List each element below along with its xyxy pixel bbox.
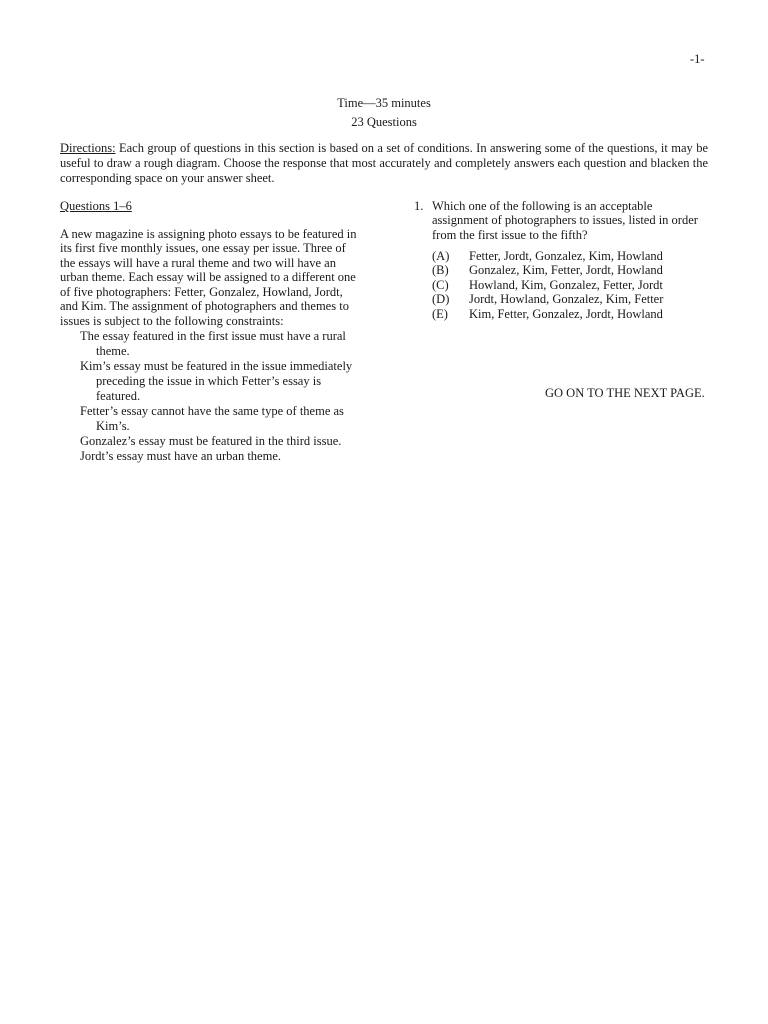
answer-letter: (C) (432, 277, 449, 292)
directions-label: Directions: (60, 141, 116, 155)
answer-text: Jordt, Howland, Gonzalez, Kim, Fetter (469, 292, 664, 307)
question-number: 1. (414, 199, 424, 213)
directions-text: Each group of questions in this section is based on a set of conditions. In answering some of the questions, it may be useful to draw a rough diagram. Choose the response that most accurately and completely answers each question and blacken the corresponding space on your answer sheet. (60, 141, 708, 185)
answer-letter: (B) (432, 263, 449, 278)
answer-choices (414, 249, 710, 322)
constraint-item: Jordt’s essay must have an urban theme. (80, 448, 281, 463)
question-range-label: Questions 1–6 (60, 199, 132, 213)
answer-text: Howland, Kim, Gonzalez, Fetter, Jordt (469, 277, 663, 292)
constraint-item: Kim’s essay must be featured in the issue immediately preceding the issue in which Fetter’s essay is featured. (80, 358, 353, 403)
answer-choice-c (432, 278, 710, 293)
question-1 (414, 199, 710, 242)
time-limit: Time—35 minutes (337, 96, 431, 110)
answer-letter: (E) (432, 306, 448, 321)
answer-choice-d (432, 292, 710, 307)
question-column (414, 199, 710, 321)
passage-text: A new magazine is assigning photo essays to be featured in its first five monthly issues, one essay per issue. Three of the essays will have a rural theme and two will have an urban theme. Each essay will be assigned to a different one of five photographers: Fetter, Gonzalez, Howland, Jordt, and Kim. The assignment of photographers and themes to issues is subject to the following constraints: (60, 226, 357, 329)
answer-text: Kim, Fetter, Gonzalez, Jordt, Howland (469, 306, 663, 321)
constraint-item: Gonzalez’s essay must be featured in the third issue. (80, 433, 342, 448)
answer-letter: (A) (432, 248, 450, 263)
go-on-notice: GO ON TO THE NEXT PAGE. (545, 386, 705, 400)
answer-choice-b (432, 263, 710, 278)
constraint-item: Fetter’s essay cannot have the same type of theme as Kim’s. (80, 403, 344, 433)
question-stem: Which one of the following is an acceptable assignment of photographers to issues, listed in order from the first issue to the fifth? (432, 199, 698, 242)
answer-choice-a (432, 249, 710, 264)
constraints-list (60, 329, 363, 464)
passage-column (60, 199, 363, 464)
answer-choice-e (432, 307, 710, 322)
answer-text: Gonzalez, Kim, Fetter, Jordt, Howland (469, 263, 663, 278)
question-count: 23 Questions (351, 115, 417, 129)
section-header (0, 94, 768, 132)
answer-text: Fetter, Jordt, Gonzalez, Kim, Howland (469, 248, 663, 263)
constraint-item: The essay featured in the first issue must have a rural theme. (80, 328, 346, 358)
page-number: -1- (690, 52, 705, 66)
directions (60, 141, 708, 186)
answer-letter: (D) (432, 292, 450, 307)
